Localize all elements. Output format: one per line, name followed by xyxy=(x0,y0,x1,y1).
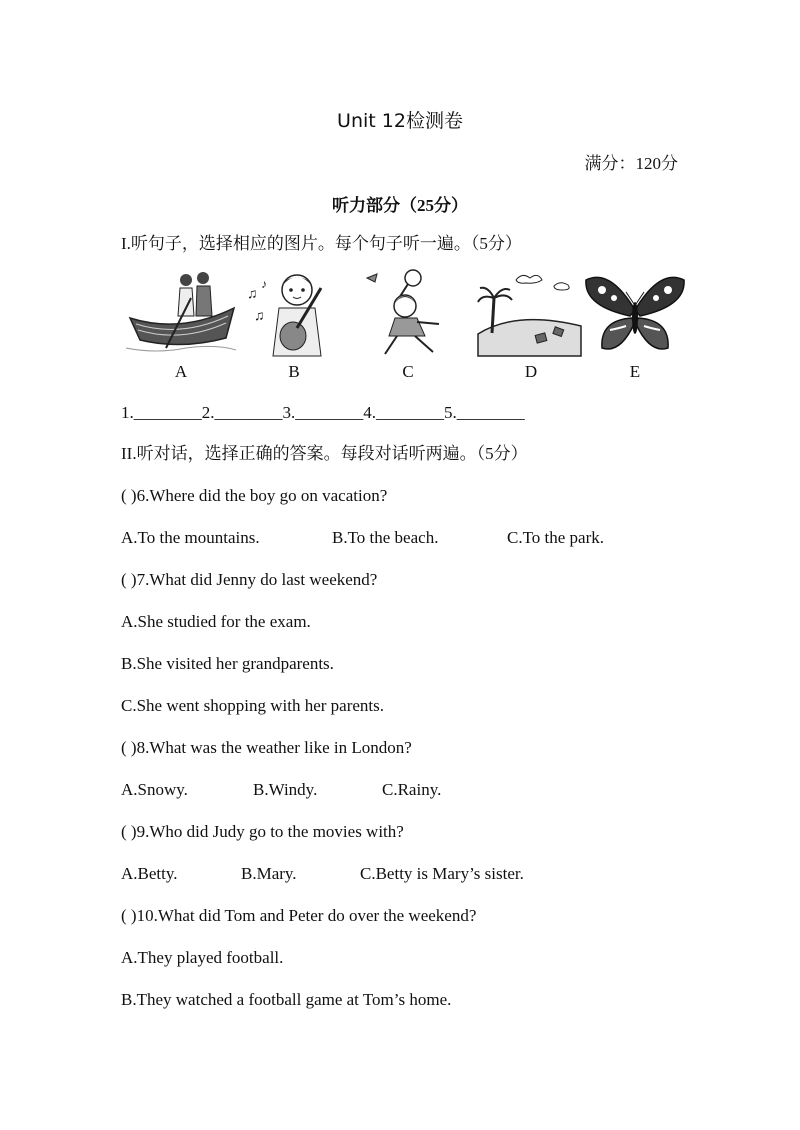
island-beach-icon xyxy=(476,268,586,358)
q9-option-a[interactable]: A.Betty. xyxy=(121,864,178,883)
picture-d xyxy=(476,268,586,388)
question-8: ( )8.What was the weather like in London? xyxy=(121,738,412,757)
svg-text:♪: ♪ xyxy=(261,277,267,291)
picture-e xyxy=(580,268,690,388)
q10-option-a[interactable]: A.They played football. xyxy=(121,948,284,967)
q9-option-c[interactable]: C.Betty is Mary’s sister. xyxy=(360,864,524,883)
q7-option-c[interactable]: C.She went shopping with her parents. xyxy=(121,696,384,715)
part2-heading: II.听对话，选择正确的答案。每段对话听两遍。（5分） xyxy=(121,444,528,463)
question-6: ( )6.Where did the boy go on vacation? xyxy=(121,486,388,505)
q7-option-b[interactable]: B.She visited her grandparents. xyxy=(121,654,334,673)
question-10: ( )10.What did Tom and Peter do over the weekend? xyxy=(121,906,477,925)
q8-option-a[interactable]: A.Snowy. xyxy=(121,780,188,799)
part1-answer-blanks[interactable]: 1.________2.________3.________4.________5.________ xyxy=(121,403,525,422)
svg-text:♫: ♫ xyxy=(247,287,258,302)
q6-option-a[interactable]: A.To the mountains. xyxy=(121,528,260,547)
q6-option-c[interactable]: C.To the park. xyxy=(507,528,605,547)
question-7: ( )7.What did Jenny do last weekend? xyxy=(121,570,378,589)
picture-label-d: D xyxy=(524,362,538,381)
picture-row xyxy=(126,268,682,388)
part1-heading: I.听句子，选择相应的图片。每个句子听一遍。（5分） xyxy=(121,234,522,253)
picture-b xyxy=(239,268,349,388)
picture-label-c: C xyxy=(402,362,414,381)
girl-guitar-icon xyxy=(239,268,349,358)
picture-a xyxy=(126,268,236,388)
q10-option-b[interactable]: B.They watched a football game at Tom’s home. xyxy=(121,990,452,1009)
girl-badminton-icon xyxy=(353,268,463,358)
picture-label-a: A xyxy=(174,362,188,381)
picture-label-e: E xyxy=(629,362,641,381)
question-9: ( )9.Who did Judy go to the movies with? xyxy=(121,822,404,841)
rowboat-icon xyxy=(126,268,236,358)
picture-c xyxy=(353,268,463,388)
q9-option-b[interactable]: B.Mary. xyxy=(241,864,297,883)
q8-option-c[interactable]: C.Rainy. xyxy=(382,780,442,799)
butterfly-icon xyxy=(580,268,690,358)
full-score: 满分：120分 xyxy=(584,154,678,173)
svg-text:♫: ♫ xyxy=(254,309,265,324)
section-heading: 听力部分（25分） xyxy=(332,196,468,215)
page-title: Unit 12检测卷 xyxy=(337,110,463,132)
q8-option-b[interactable]: B.Windy. xyxy=(253,780,318,799)
picture-label-b: B xyxy=(288,362,300,381)
q7-option-a[interactable]: A.She studied for the exam. xyxy=(121,612,311,631)
q6-option-b[interactable]: B.To the beach. xyxy=(332,528,439,547)
